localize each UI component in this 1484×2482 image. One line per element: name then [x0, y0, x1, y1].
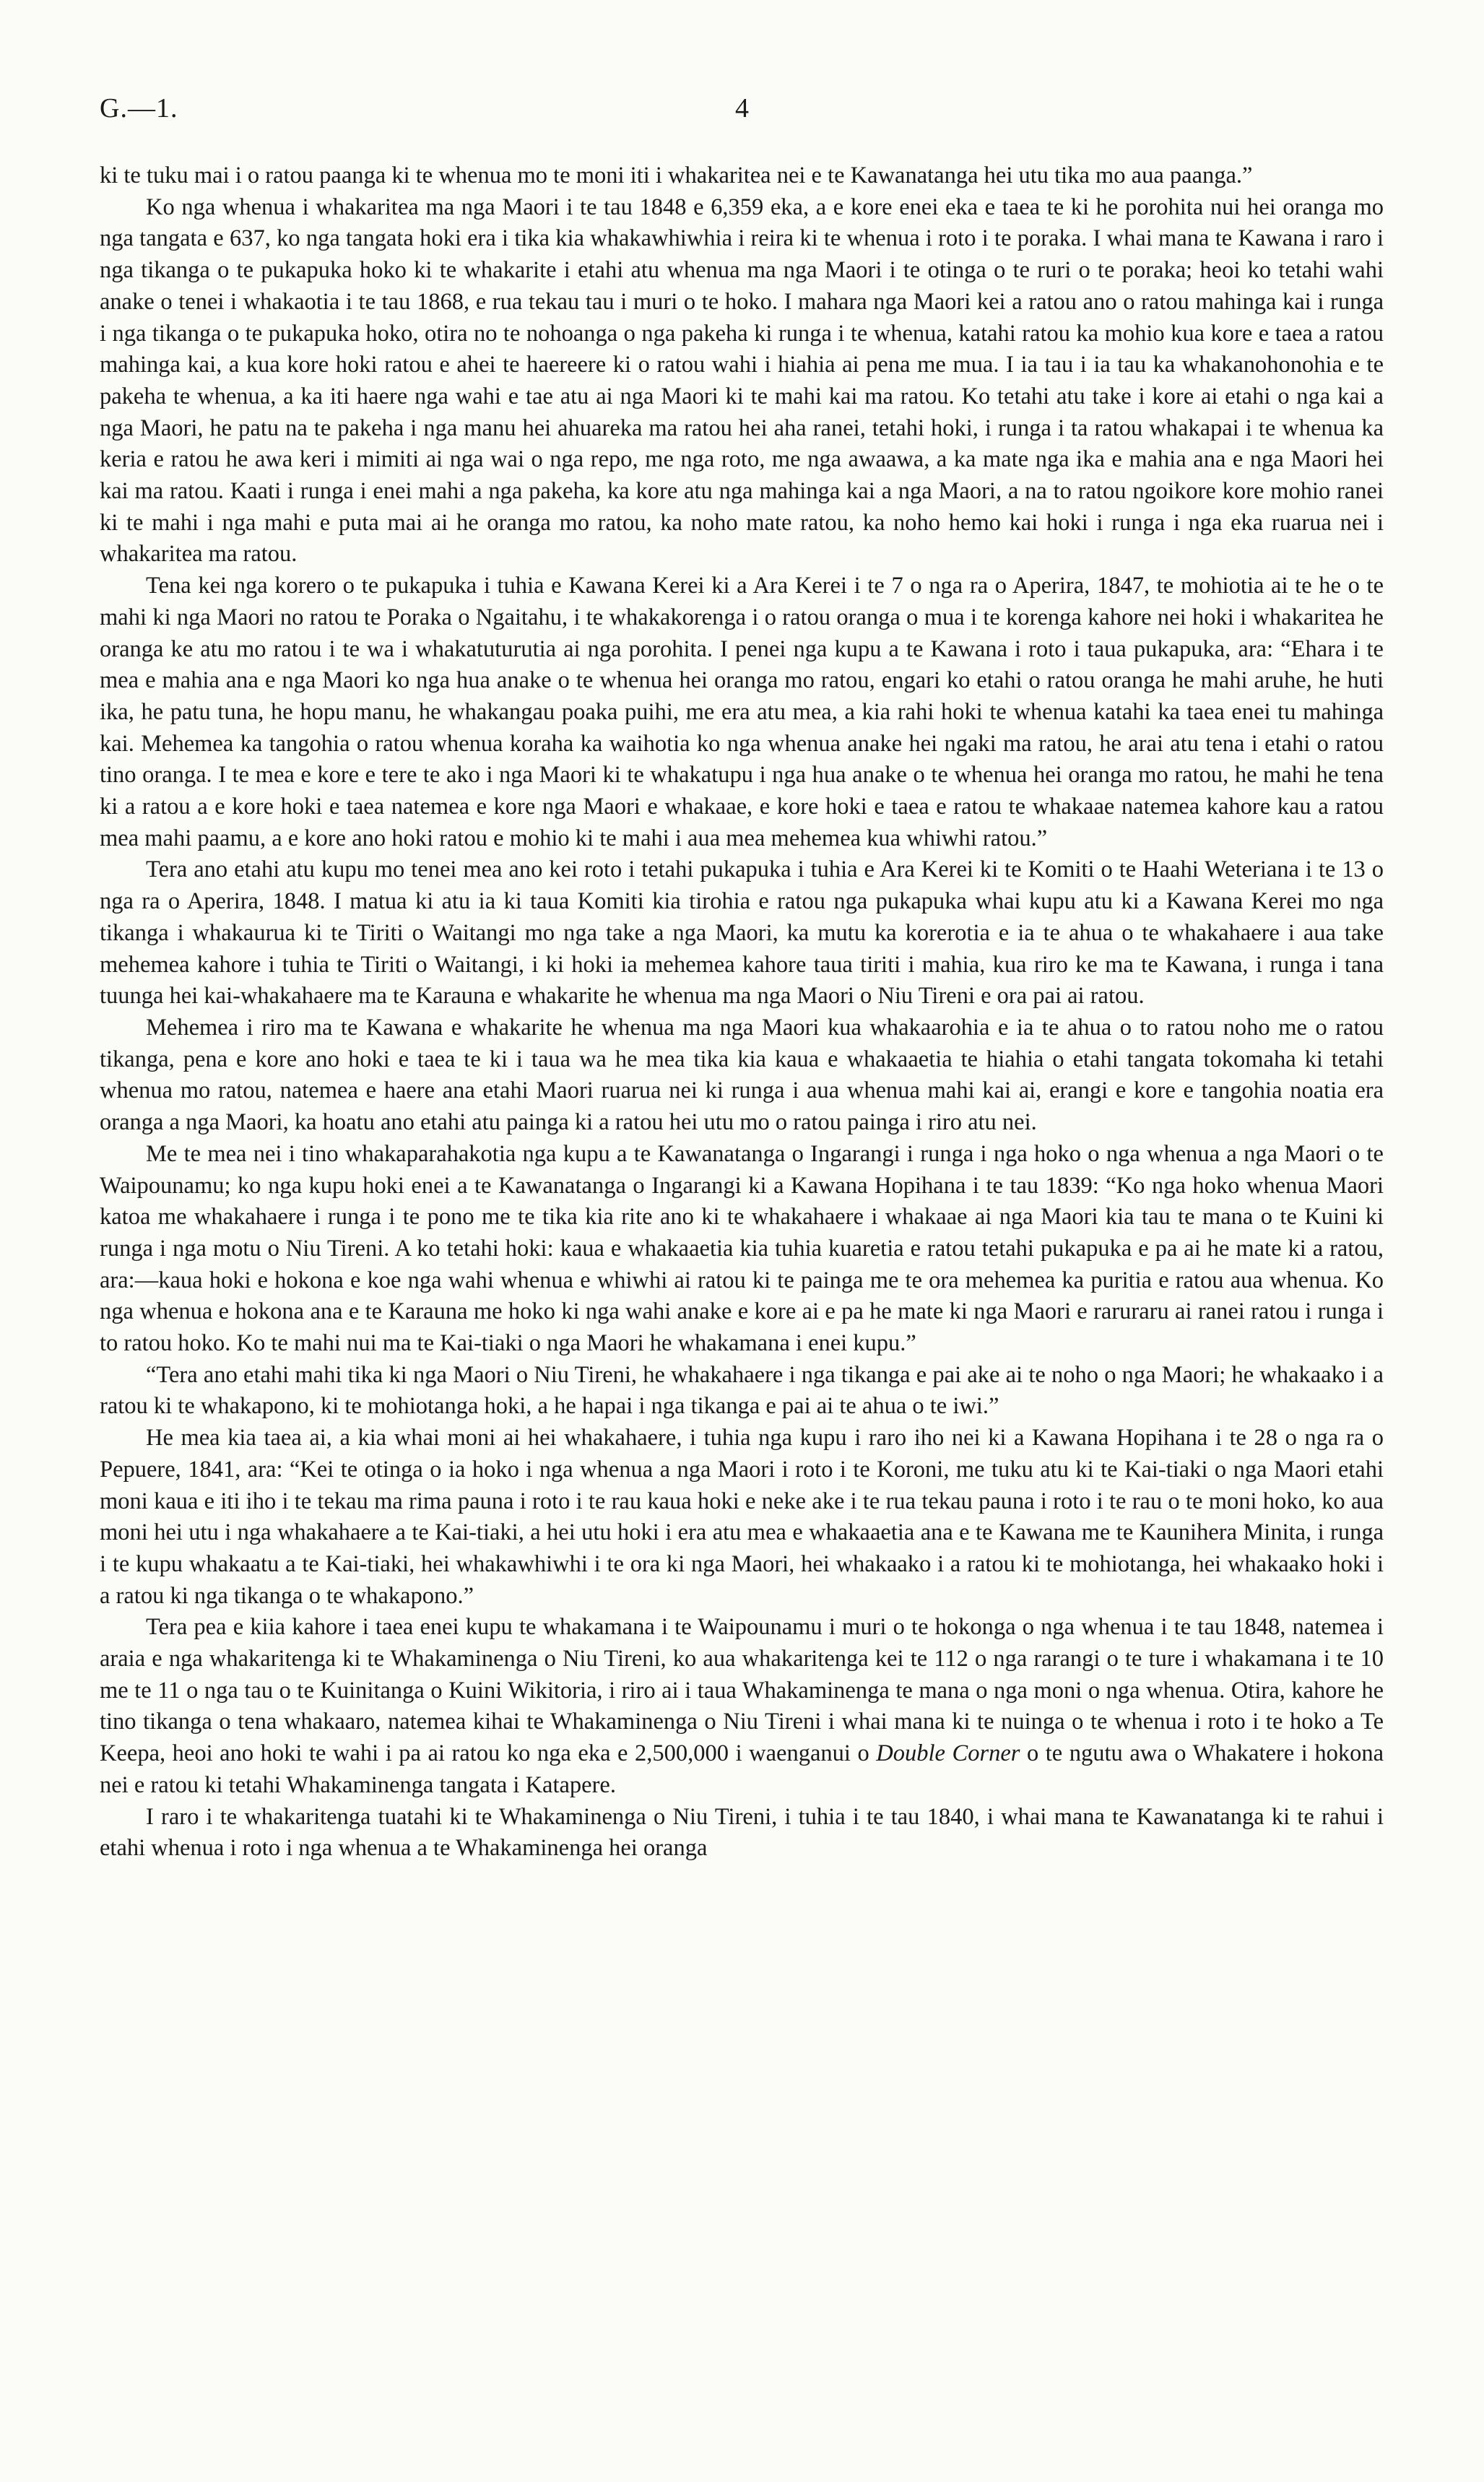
paragraph: Mehemea i riro ma te Kawana e whakarite he whenua ma nga Maori kua whakaarohia e ia te ahua o to ratou noho me o ratou tikanga, pena e kore ano hoki e taea te ki i taua wa he mea tika kia kaua e whakaaetia te hiahia o etahi tangata tokomaha ki tetahi whenua mo ratou, natemea e haere ana etahi Maori ruarua nei ki runga i aua whenua mahi kai ai, erangi e kore e tangohia noatia era oranga a nga Maori, ka hoatu ano etahi atu painga ki a ratou hei utu mo o ratou painga i riro atu nei. — [100, 1014, 1384, 1136]
page-number: 4 — [735, 93, 749, 123]
paragraph: Tera ano etahi atu kupu mo tenei mea ano kei roto i tetahi pukapuka i tuhia e Ara Kerei ki te Komiti o te Haahi Weteriana i te 13 o nga ra o Aperira, 1848. I matua ki atu ia ki taua Komiti kia tirohia e ratou nga pukapuka whai kupu atu ki a Kawana Kerei mo nga tikanga i whakaurua ki te Tiriti o Waitangi mo nga take a nga Maori, ka mutu ka korerotia e ia te ahua o te whakahaere i aua take mehemea kahore i tuhia te Tiriti o Waitangi, i ki hoki ia mehemea kahore taua tiriti i mahia, kua riro ke ma te Kawana, i runga i tana tuunga hei kai-whakahaere ma te Karauna e whakarite he whenua ma nga Maori o Niu Tireni e ora pai ai ratou. — [100, 856, 1384, 1010]
document-body — [100, 160, 1384, 1865]
paragraph: I raro i te whakaritenga tuatahi ki te Whakaminenga o Niu Tireni, i tuhia i te tau 1840, i whai mana te Kawanatanga ki te rahui i etahi whenua i roto i nga whenua a te Whakaminenga hei oranga — [100, 1803, 1384, 1862]
paragraph-continued: ki te tuku mai i o ratou paanga ki te whenua mo te moni iti i whakaritea nei e te Kawanatanga hei utu tika mo aua paanga.” — [100, 162, 1253, 188]
paragraph: Tena kei nga korero o te pukapuka i tuhia e Kawana Kerei ki a Ara Kerei i te 7 o nga ra o Aperira, 1847, te mohiotia ai te he o te mahi ki nga Maori no ratou te Poraka o Ngaitahu, i te whakakorenga i o ratou oranga o mua i te korenga kahore nei hoki i whakaritea he oranga ke atu mo ratou i te wa i whakatuturutia ai nga porohita. I penei nga kupu a te Kawana i roto i taua pukapuka, ara: “Ehara i te mea e mahia ana e nga Maori ko nga hua anake o te whenua hei oranga mo ratou, engari ko etahi o ratou oranga he mahi aruhe, he huti ika, he patu tuna, he hopu manu, he whakangau poaka puihi, me era atu mea, a kia rahi hoki te whenua katahi ka taea enei tu mahinga kai. Mehemea ka tangohia o ratou whenua koraha ka waihotia ko nga whenua anake hei ngaki ma ratou, he arai atu tena i etahi o ratou tino oranga. I te mea e kore e tere te ako i nga Maori ki te whakatupu i nga hua anake o te whenua hei oranga mo ratou, he mahi he tena ki a ratou a e kore hoki e taea natemea e kore nga Maori e whakaae, e kore hoki e taea e ratou te whakaae natemea kahore kau a ratou mea mahi paamu, a e kore ano hoki ratou e mohio ki te mahi i aua mea mehemea kua whiwhi ratou.” — [100, 573, 1384, 851]
paragraph: “Tera ano etahi mahi tika ki nga Maori o Niu Tireni, he whakahaere i nga tikanga e pai ake ai te noho o nga Maori; he whakaako i a ratou ki te whakapono, ki te mohiotanga hoki, a he hapai i nga tikanga e pai ai te ahua o te iwi.” — [100, 1361, 1384, 1420]
page-header — [100, 92, 1384, 136]
paragraph: He mea kia taea ai, a kia whai moni ai hei whakahaere, i tuhia nga kupu i raro iho nei ki a Kawana Hopihana i te 28 o nga ra o Pepuere, 1841, ara: “Kei te otinga o ia hoko i nga whenua a nga Maori i roto i te Koroni, me tuku atu ki te Kai-tiaki o nga Maori etahi moni kaua e iti iho i te tekau ma rima pauna i roto i te rau kaua hoki e neke ake i te rua tekau pauna i roto i te rau o te moni hoko, ko aua moni hei utu i nga whakahaere a te Kai-tiaki, a hei utu hoki i era atu mea e whakaaetia ana e te Kawana me te Kaunihera Minita, i runga i te kupu whakaatu a te Kai-tiaki, hei whakawhiwhi i te ora ki nga Maori, hei whakaako i a ratou ki te mohiotanga, hei whakaako hoki i a ratou ki nga tikanga o te whakapono.” — [100, 1425, 1384, 1609]
paragraph: Me te mea nei i tino whakaparahakotia nga kupu a te Kawanatanga o Ingarangi i runga i nga hoko o nga whenua a nga Maori o te Waipounamu; ko nga kupu hoki enei a te Kawanatanga o Ingarangi ki a Kawana Hopihana i te tau 1839: “Ko nga hoko whenua Maori katoa me whakahaere i runga i te pono me te tika kia rite ano ki te whakahaere i whakaae ai nga Maori kia tau te mana o te Kuini ki runga i nga motu o Niu Tireni. A ko tetahi hoki: kaua e whakaaetia kia tuhia kuaretia e ratou tetahi pukapuka e pa ai he mate ki a ratou, ara:—kaua hoki e hokona e koe nga wahi whenua e whiwhi ai ratou ki te painga me te ora mehemea ka puritia e ratou aua whenua. Ko nga whenua e hokona ana e te Karauna me hoko ki nga wahi anake e kore ai e pa he mate ki nga Maori e raruraru ai ranei ratou i runga i to ratou hoko. Ko te mahi nui ma te Kai-tiaki o nga Maori he whakamana i enei kupu.” — [100, 1140, 1384, 1357]
paragraph-text: Tera pea e kiia kahore i taea enei kupu te whakamana i te Waipounamu i muri o te hokonga o nga whenua i te tau 1848, natemea i araia e nga whakaritenga ki te Whakaminenga o Niu Tireni, ko aua whakaritenga kei te 112 o nga rarangi o te ture i whakamana i te 10 me te 11 o nga tau o te Kuinitanga o Kuini Wikitoria, i riro ai i taua Whakaminenga te mana o nga moni o nga whenua. Otira, kahore he tino tikanga o tena whakaaro, natemea kihai te Whakaminenga o Niu Tireni i whai mana ki te nuinga o te whenua i roto i te hoko a Te Keepa, heoi ano hoki te wahi i pa ai ratou ko nga eka e 2,500,000 i waenganui o — [100, 1614, 1384, 1767]
document-reference: G.—1. — [100, 93, 178, 123]
paragraph — [100, 1612, 1384, 1801]
paragraph-text: o te ngutu awa o Whakatere i hokona nei e ratou ki tetahi Whakaminenga tangata i Katapere. — [100, 1740, 1384, 1798]
paragraph: Ko nga whenua i whakaritea ma nga Maori i te tau 1848 e 6,359 eka, a e kore enei eka e taea te ki he porohita nui hei oranga mo nga tangata e 637, ko nga tangata hoki era i tika kia whakawhiwhia i reira ki te whenua i roto i te poraka. I whai mana te Kawana i raro i nga tikanga o te pukapuka hoko ki te whakarite i etahi atu whenua ma nga Maori i te otinga o te ruri o te poraka; heoi ko tetahi wahi anake o tenei i whakaotia i te tau 1868, e rua tekau tau i muri o te hoko. I mahara nga Maori kei a ratou ano o ratou mahinga kai i runga i nga tikanga o te pukapuka hoko, otira no te nohoanga o nga pakeha ki runga i te whenua, katahi ratou ka mohio kua kore e taea a ratou mahinga kai, a kua kore hoki ratou e ahei te haereere ki o ratou wahi i hiahia ai pena me mua. I ia tau i ia tau ka whakanohonohia e te pakeha te whenua, a ka iti haere nga wahi e tae atu ai nga Maori ki te mahi kai ma ratou. Ko tetahi atu take i kore ai etahi o nga kai a nga Maori, he patu na te pakeha i nga manu hei ahuareka ma ratou hei aha ranei, tetahi hoki, i runga i ta ratou whakapai i te whenua ka keria e ratou he awa keri i mimiti ai nga wai o nga repo, me nga roto, me nga awaawa, a ka mate nga ika e mahia ana e nga Maori hei kai ma ratou. Kaati i runga i enei mahi a nga pakeha, ka kore atu nga mahinga kai a nga Maori, a na to ratou ngoikore kore mohio ranei ki te mahi i nga mahi e puta mai ai he oranga mo ratou, ka noho mate ratou, ka noho hemo kai hoki i runga i nga eka ruarua nei i whakaritea ma ratou. — [100, 194, 1384, 568]
italic-place-name: Double Corner — [876, 1740, 1020, 1767]
